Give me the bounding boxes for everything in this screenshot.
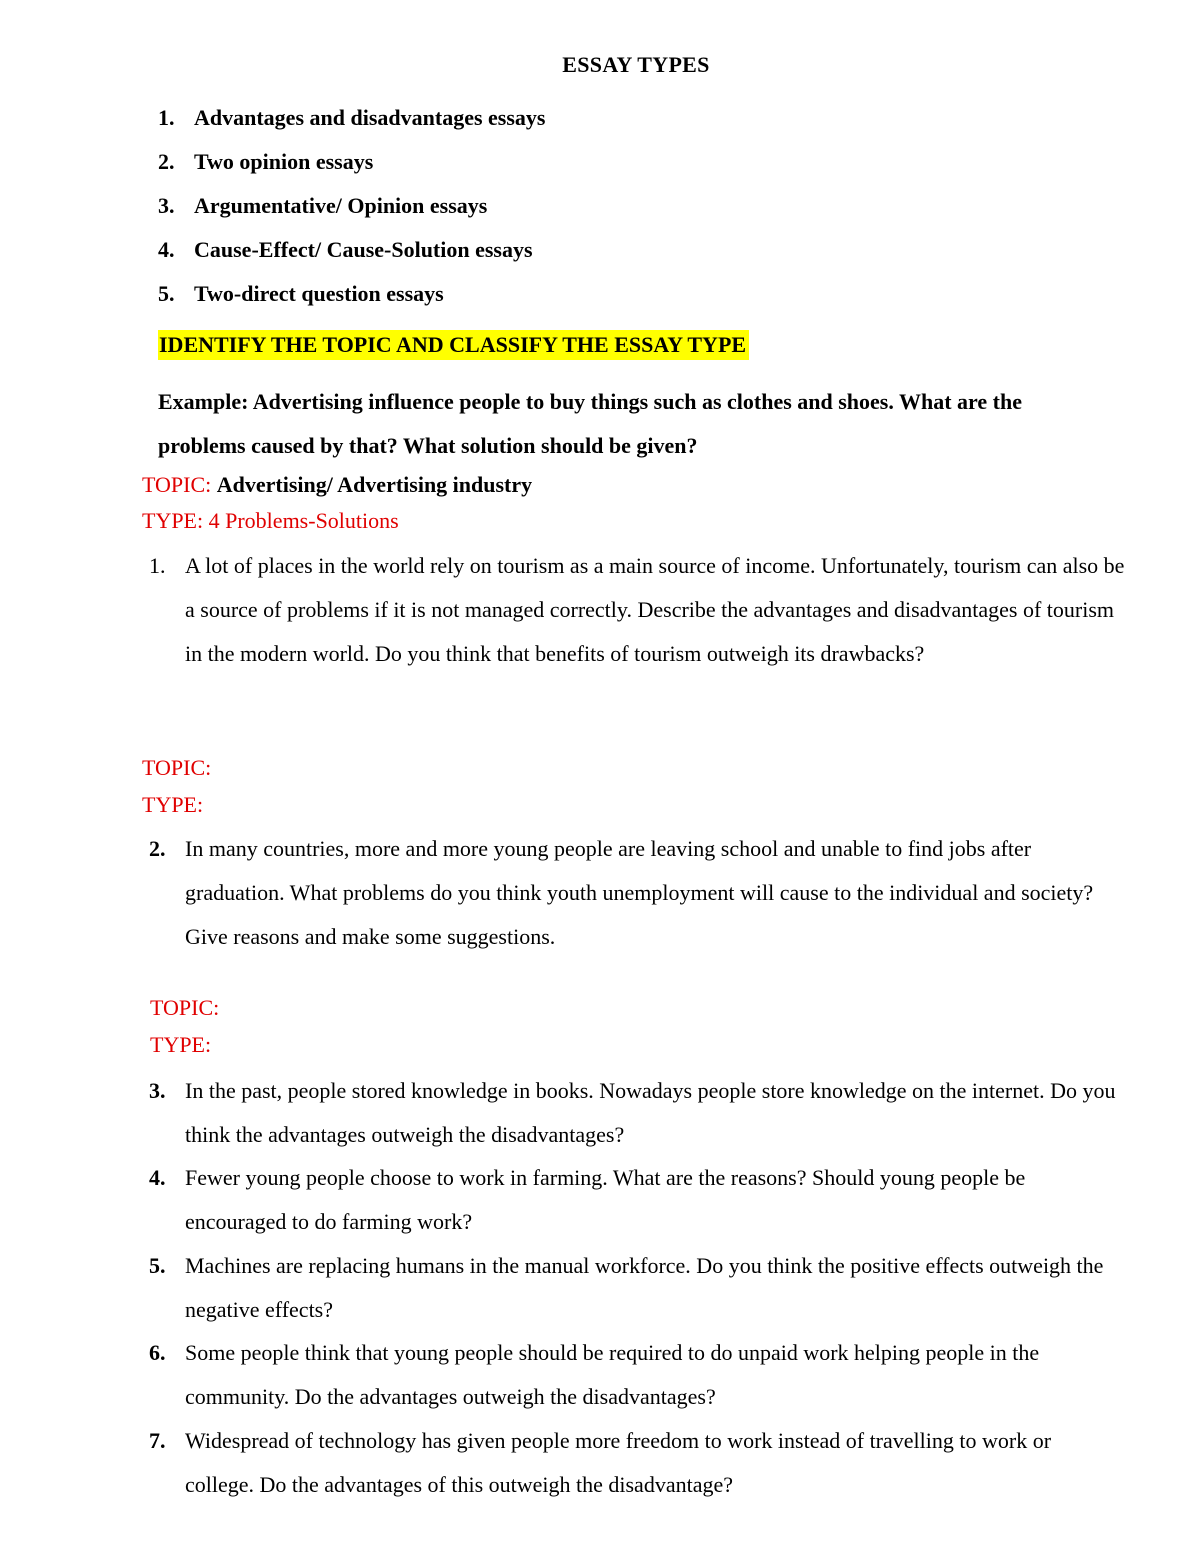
question-number: 5. [149, 1253, 166, 1278]
question-text: Machines are replacing humans in the manual workforce. Do you think the positive effects outweigh the negative effects? [185, 1253, 1104, 1322]
document-title: ESSAY TYPES [562, 52, 710, 77]
question-number: 2. [149, 836, 166, 861]
type-value: 4 Problems-Solutions [208, 508, 399, 533]
instruction-highlight: IDENTIFY THE TOPIC AND CLASSIFY THE ESSAY TYPE [158, 330, 749, 360]
question-text: A lot of places in the world rely on tourism as a main source of income. Unfortunately, tourism can also be a source of problems if it is not managed correctly. Describe the advantages and disadvantages of tourism in the modern world. Do you think that benefits of tourism outweigh its drawbacks? [185, 553, 1125, 666]
example-type-line [142, 505, 399, 537]
essay-type-label: Cause-Effect/ Cause-Solution essays [194, 237, 533, 262]
question-text: In many countries, more and more young people are leaving school and unable to find jobs after graduation. What problems do you think youth unemployment will cause to the individual and society? Give reasons and make some suggestions. [185, 836, 1094, 949]
list-number: 1. [158, 105, 175, 130]
list-number: 3. [158, 193, 175, 218]
essay-type-item [158, 190, 545, 234]
question-text: Some people think that young people should be required to do unpaid work helping people in the community. Do the advantages outweigh the disadvantages? [185, 1340, 1040, 1409]
essay-type-item [158, 146, 545, 190]
type-label: TYPE: [142, 508, 204, 533]
type-label: TYPE: [150, 1032, 212, 1057]
question-text: In the past, people stored knowledge in books. Nowadays people store knowledge on the internet. Do you think the advantages outweigh the disadvantages? [185, 1078, 1116, 1147]
essay-type-item [158, 234, 545, 278]
essay-type-label: Advantages and disadvantages essays [194, 105, 546, 130]
question-text: Widespread of technology has given people more freedom to work instead of travelling to work or college. Do the advantages of this outweigh the disadvantage? [185, 1428, 1052, 1497]
question-number: 7. [149, 1428, 166, 1453]
type-label: TYPE: [142, 792, 204, 817]
example-topic-line [142, 469, 532, 501]
list-number: 4. [158, 237, 175, 262]
essay-type-item [158, 278, 545, 322]
example-prompt: Example: Advertising influence people to buy things such as clothes and shoes. What are the problems caused by that? What solution should be given? [158, 389, 1022, 458]
list-number: 5. [158, 281, 175, 306]
essay-type-label: Argumentative/ Opinion essays [194, 193, 488, 218]
essay-type-label: Two-direct question essays [194, 281, 444, 306]
question-number: 4. [149, 1165, 166, 1190]
question-text: Fewer young people choose to work in farming. What are the reasons? Should young people be encouraged to do farming work? [185, 1165, 1026, 1234]
question-number: 3. [149, 1078, 166, 1103]
essay-types-list [158, 102, 545, 322]
question-number: 6. [149, 1340, 166, 1365]
essay-type-item [158, 102, 545, 146]
essay-type-label: Two opinion essays [194, 149, 374, 174]
topic-label: TOPIC: [142, 472, 212, 497]
topic-value: Advertising/ Advertising industry [216, 472, 533, 497]
topic-label: TOPIC: [142, 755, 212, 780]
list-number: 2. [158, 149, 175, 174]
question-number: 1. [149, 553, 166, 578]
topic-label: TOPIC: [150, 995, 220, 1020]
